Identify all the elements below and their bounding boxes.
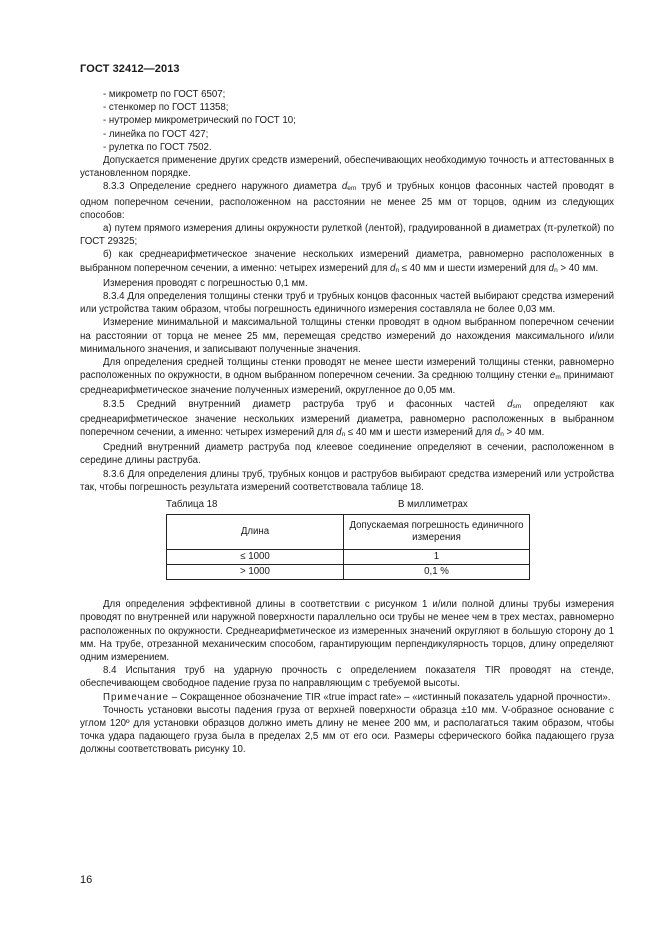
paragraph-accuracy: Измерения проводят с погрешностью 0,1 мм.: [103, 277, 308, 289]
note: Примечание – Сокращенное обозначение TIR «true impact rate» – «истинный показатель ударной прочности».: [103, 691, 611, 703]
column-header-tolerance: Допускаемая погрешность единичного измерения: [344, 515, 530, 550]
paragraph-glue-socket: Средний внутренний диаметр раструба под клеевое соединение определяют в сечении, расположенном в середине длины раструба.: [80, 442, 614, 467]
table-row: [167, 565, 530, 580]
document-header: ГОСТ 32412—2013: [80, 63, 180, 75]
table-caption: Таблица 18: [166, 499, 218, 511]
paragraph-8-3-5: 8.3.5 Средний внутренний диаметр раструба труб и фасонных частей dsm определяют как среднеарифметическое значение нескольких измерений диаметра, равномерно расположенных в выбранном поперечном сечении, а именно: четырех измерений для dn ≤ 40 мм и шести измерений для dn > 40 мм.: [80, 398, 614, 439]
paragraph-8-3-6: 8.3.6 Для определения длины труб, трубных концов и раструбов выбирают средства измерений или устройства так, чтобы погрешность результата измерений соответствовала таблице 18.: [80, 468, 614, 493]
paragraph-8-4: 8.4 Испытания труб на ударную прочность с определением показателя TIR проводят на стенде, обеспечивающем свободное падение груза по направляющим с требуемой высоты.: [80, 665, 614, 690]
table-row: [167, 550, 530, 565]
table-cell: ≤ 1000: [167, 550, 344, 565]
list-item: - рулетка по ГОСТ 7502.: [103, 141, 212, 153]
note-label: Примечание: [103, 691, 170, 703]
column-header-length: Длина: [167, 515, 344, 550]
paragraph-other-instruments: Допускается применение других средств измерений, обеспечивающих необходимую точность и аттестованных в установленном порядке.: [80, 155, 614, 180]
page-number: 16: [80, 874, 93, 886]
paragraph-drop-height: Точность установки высоты падения груза от верхней поверхности образца ±10 мм. V-образное основание с углом 120º для установки образцов должно иметь длину не менее 200 мм, и располагаться таким образом, чтобы точка удара падающего груза была в пределах 2,5 мм от его оси. Размеры сферического бойка падающего груза должны соответствовать рисунку 10.: [80, 704, 614, 756]
list-item: - нутромер микрометрический по ГОСТ 10;: [103, 115, 296, 127]
paragraph-average-thickness: Для определения средней толщины стенки проводят не менее шести измерений толщины стенки, равномерно расположенных по окружности, в одном выбранном поперечном сечении. За среднюю толщину стенки em принимают среднеарифметическое значение полученных измерений, округленное до 0,05 мм.: [80, 357, 614, 397]
table-header-row: [167, 515, 530, 550]
table-cell: 0,1 %: [344, 565, 530, 580]
list-item: - линейка по ГОСТ 427;: [103, 128, 209, 140]
paragraph-method-b: б) как среднеарифметическое значение нескольких измерений диаметра, равномерно расположенных в выбранном поперечном сечении, а именно: четырех измерений для dn ≤ 40 мм и шести измерений для dn > 40 мм.: [80, 249, 614, 274]
paragraph-8-3-4: 8.3.4 Для определения толщины стенки труб и трубных концов фасонных частей выбирают средства измерений или устройства таким образом, чтобы погрешность единичного измерения составляла не более 0,03 мм.: [80, 291, 614, 316]
list-item: - микрометр по ГОСТ 6507;: [103, 89, 226, 100]
paragraph-8-3-3: 8.3.3 Определение среднего наружного диаметра dem труб и трубных концов фасонных частей проводят в одном поперечном сечении, расположенном на расстоянии не менее 25 мм от торцов, одним из следующих способов:: [80, 181, 615, 221]
paragraph-min-max-thickness: Измерение минимальной и максимальной толщины стенки проводят в одном выбранном поперечном сечении на расстоянии от торца не менее 25 мм, перемещая средство измерений до нахождения максимального и/или минимального значения, и записывают полученные значения.: [80, 317, 614, 355]
table-cell: > 1000: [167, 565, 344, 580]
list-item: - стенкомер по ГОСТ 11358;: [103, 102, 229, 114]
page-body: [80, 88, 614, 757]
paragraph-method-a: а) путем прямого измерения длины окружности рулеткой (лентой), градуированной в диаметрах (π-рулеткой) по ГОСТ 29325;: [80, 223, 614, 248]
paragraph-effective-length: Для определения эффективной длины в соответствии с рисунком 1 и/или полной длины трубы измерения проводят по внутренней или наружной поверхности параллельно оси трубы не менее чем в трех местах, равномерно расположенных по окружности. Среднеарифметическое из измеренных значений округляют в большую сторону до 1 мм. На трубе, отрезанной механическим способом, гарантирующим перпендикулярность торцов, длину определяют одним измерением.: [80, 599, 614, 663]
table-caption-row: [80, 498, 614, 512]
table-18: [166, 514, 530, 580]
table-cell: 1: [344, 550, 530, 565]
table-units: В миллиметрах: [398, 499, 468, 511]
